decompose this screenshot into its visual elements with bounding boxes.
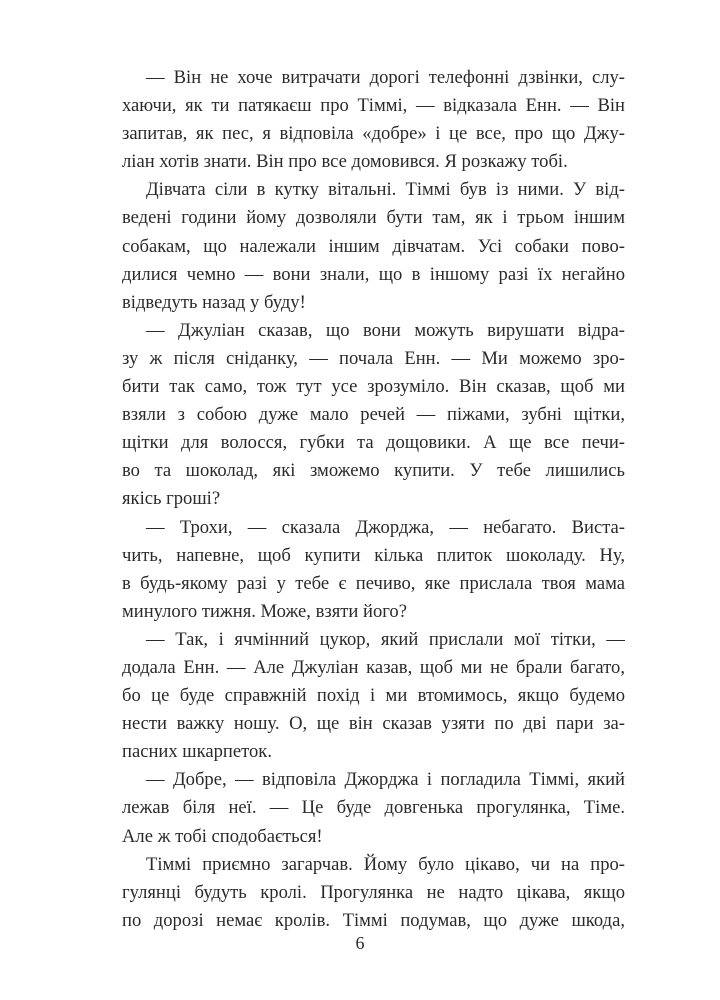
text-line: хаючи, як ти патякаєш про Тіммі, — відказала Енн. — Він xyxy=(122,95,625,117)
text-line: взяли з собою дуже мало речей — піжами, зубні щітки, xyxy=(122,404,625,426)
text-line: чить, напевне, щоб купити кілька плиток шоколаду. Ну, xyxy=(122,544,625,566)
text-line: нести важку ношу. О, ще він сказав узяти по дві пари за- xyxy=(122,713,625,735)
text-line: — Він не хоче витрачати дорогі телефонні дзвінки, слу- xyxy=(146,67,625,88)
text-line: — Так, і ячмінний цукор, який прислали мої тітки, — xyxy=(146,628,625,650)
text-line: додала Енн. — Але Джуліан казав, щоб ми не брали багато, xyxy=(122,656,625,678)
text-line: в будь-якому разі у тебе є печиво, яке прислала твоя мама xyxy=(122,572,625,594)
text-line: по дорозі немає кролів. Тіммі подумав, що дуже шкода, xyxy=(122,909,625,931)
text-line: — Трохи, — сказала Джорджа, — небагато. Виста- xyxy=(146,516,625,538)
body-text xyxy=(122,64,625,935)
paragraph xyxy=(122,176,625,316)
text-line: собакам, що належали іншим дівчатам. Усі собаки пово- xyxy=(122,235,625,257)
text-line: ведені години йому дозволяли бути там, як і трьом іншим xyxy=(122,207,625,229)
text-line: запитав, як пес, я відповіла «добре» і це все, про що Джу- xyxy=(122,123,625,145)
paragraph xyxy=(122,317,625,514)
text-line: — Добре, — відповіла Джорджа і погладила Тіммі, який xyxy=(146,769,625,791)
text-line: Тіммі приємно загарчав. Йому було цікаво, чи на про- xyxy=(146,853,625,875)
text-line: — Джуліан сказав, що вони можуть вирушати відра- xyxy=(146,319,625,341)
text-line: минулого тижня. Може, взяти його? xyxy=(122,600,407,622)
text-line: дилися чемно — вони знали, що в іншому разі їх негайно xyxy=(122,263,625,285)
text-line: відведуть назад у буду! xyxy=(122,291,306,313)
text-line: во та шоколад, які зможемо купити. У тебе лишились xyxy=(122,460,625,482)
text-line: лежав біля неї. — Це буде довгенька прогулянка, Тіме. xyxy=(122,797,625,819)
page-number: 6 xyxy=(355,933,365,953)
text-line: пасних шкарпеток. xyxy=(122,741,272,763)
paragraph xyxy=(122,64,625,176)
text-line: бити так само, тож тут усе зрозуміло. Він сказав, щоб ми xyxy=(122,376,625,398)
text-line: ліан хотів знати. Він про все домовився. Я розкажу тобі. xyxy=(122,151,568,173)
text-line: Але ж тобі сподобається! xyxy=(122,825,323,847)
paragraph xyxy=(122,766,625,850)
paragraph xyxy=(122,851,625,935)
paragraph xyxy=(122,626,625,766)
text-line: якісь гроші? xyxy=(122,488,221,510)
text-line: бо це буде справжній похід і ми втомимось, якщо будемо xyxy=(122,685,625,707)
text-line: Дівчата сіли в кутку вітальні. Тіммі був із ними. У від- xyxy=(146,179,625,201)
text-line: зу ж після сніданку, — почала Енн. — Ми можемо зро- xyxy=(122,347,625,369)
text-line: гулянці будуть кролі. Прогулянка не надто цікава, якщо xyxy=(122,881,625,903)
paragraph xyxy=(122,514,625,626)
text-line: щітки для волосся, губки та дощовики. А ще все печи- xyxy=(122,432,625,454)
